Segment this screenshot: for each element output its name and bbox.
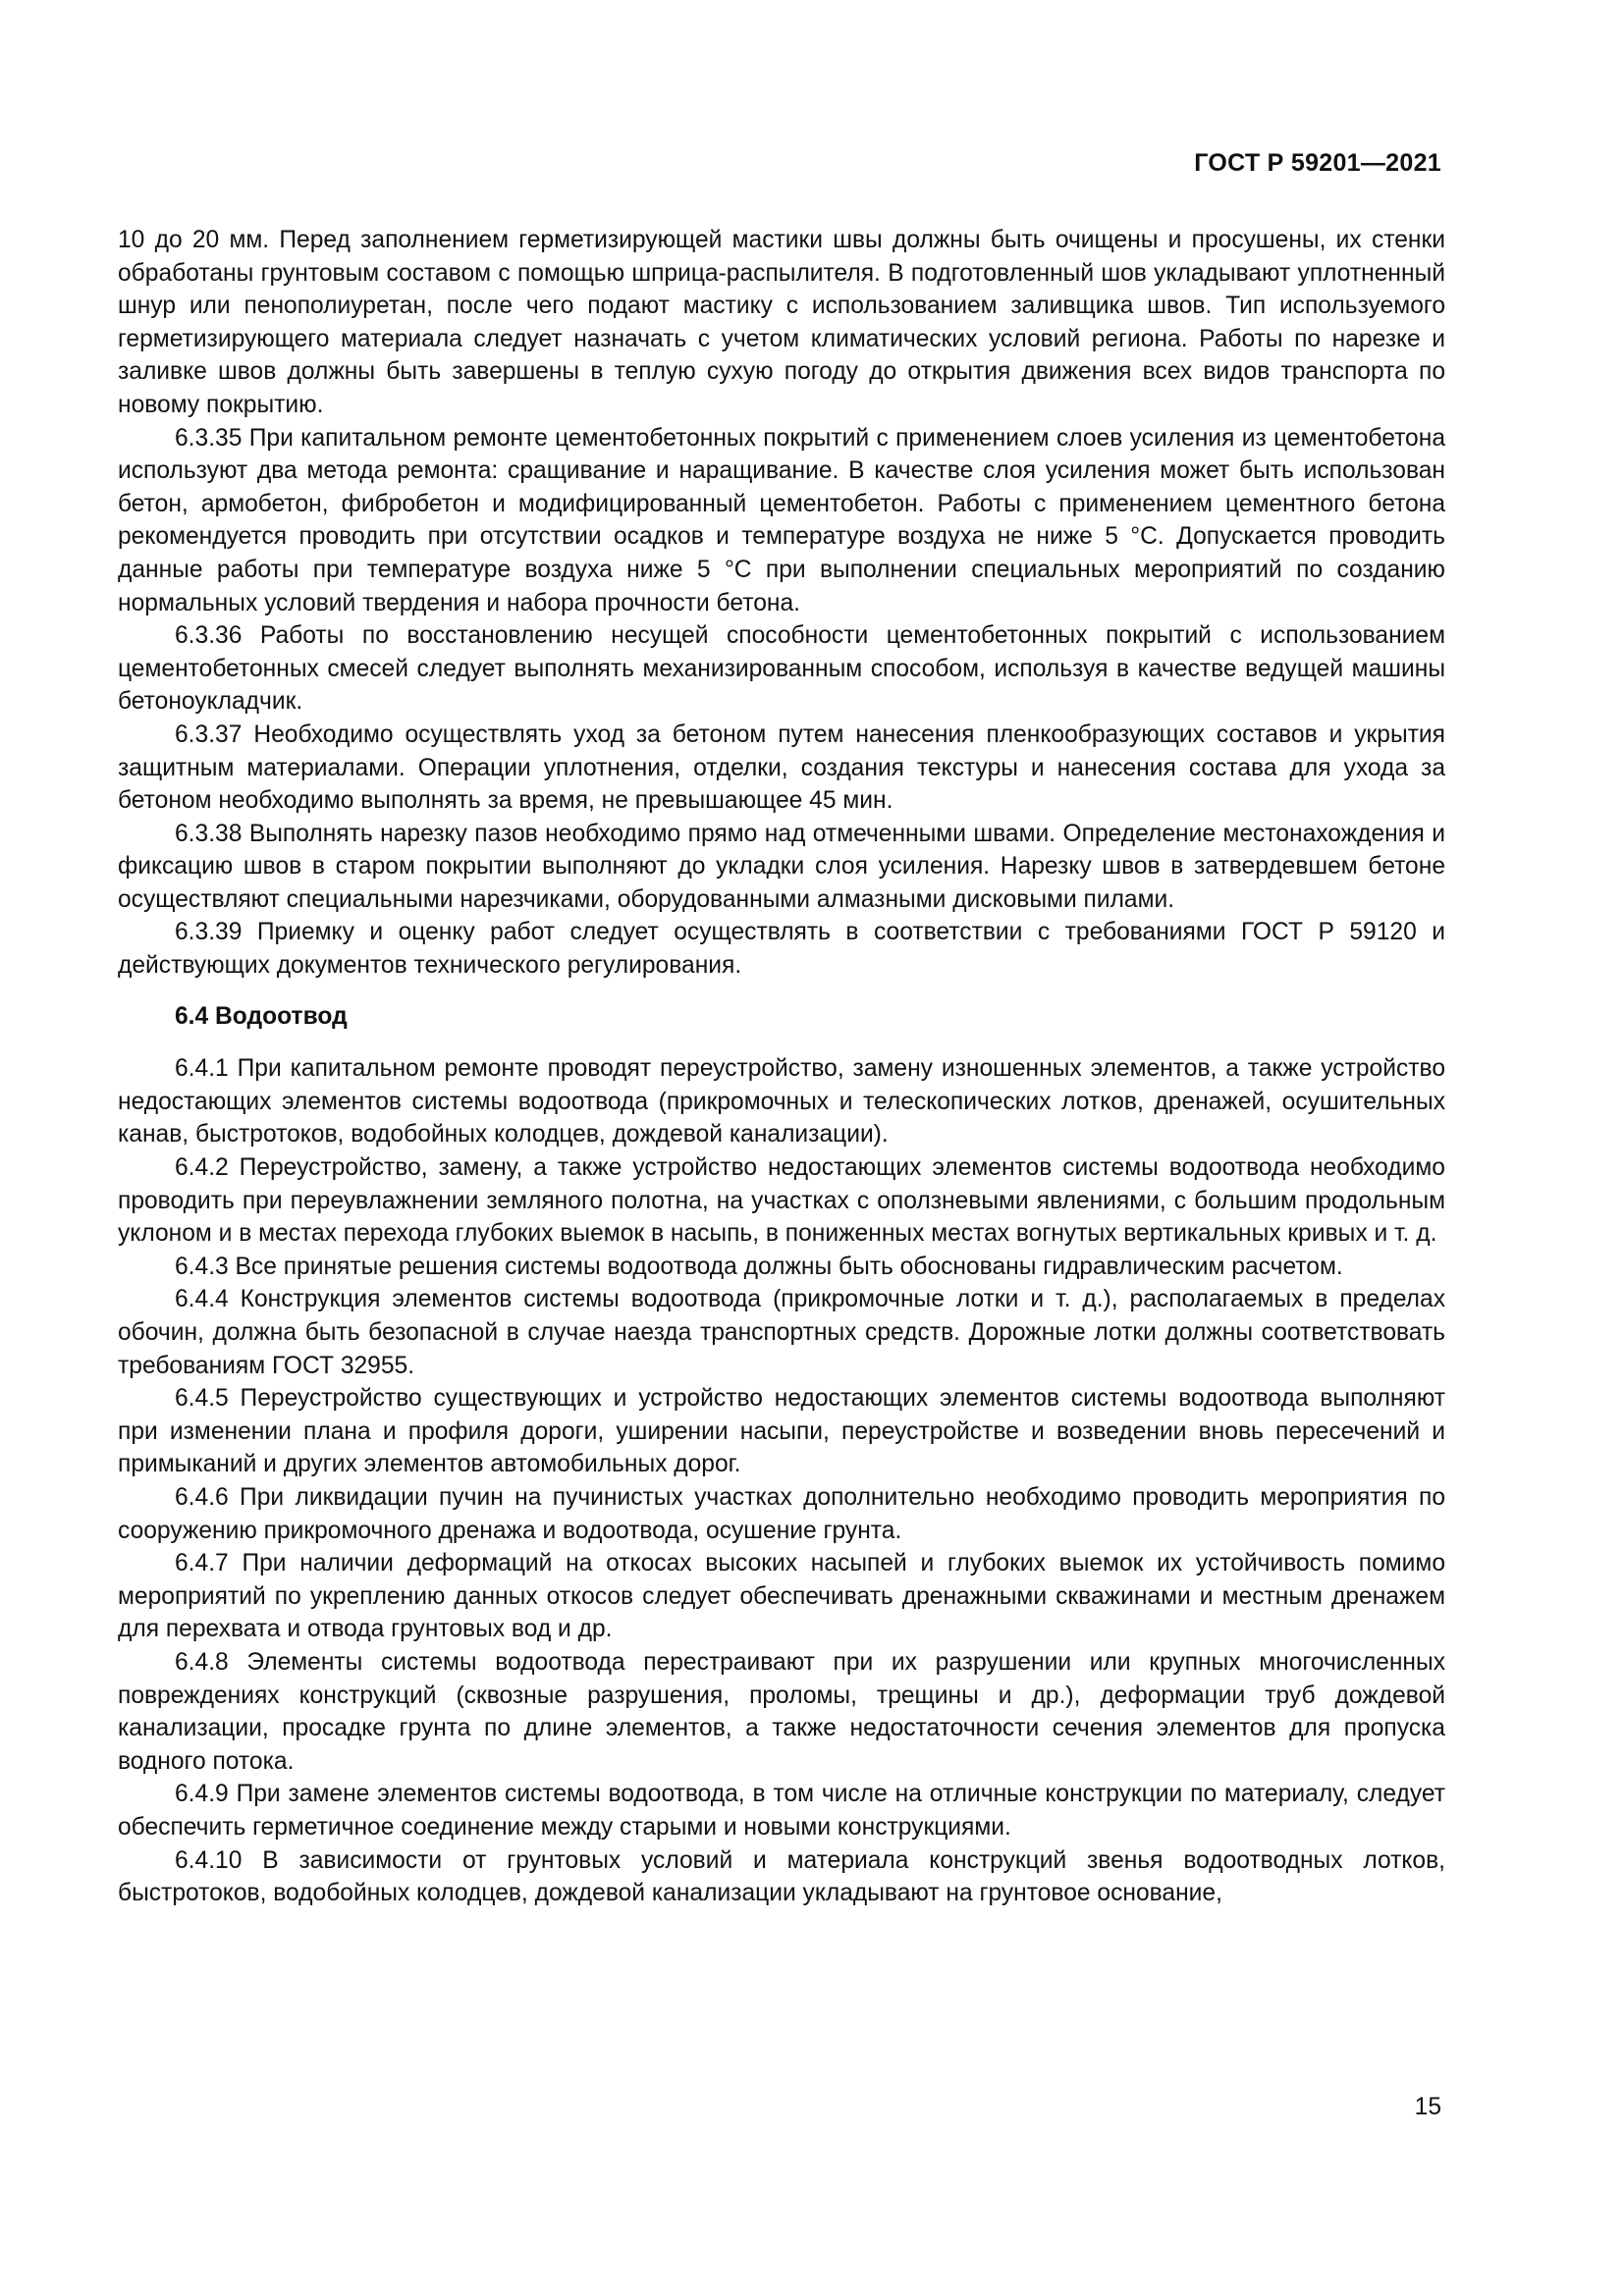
paragraph-6-3-38: 6.3.38 Выполнять нарезку пазов необходимо прямо над отмеченными швами. Определение местонахождения и фиксацию швов в старом покрытии выполняют до укладки слоя усиления. Нарезку швов в затвердевшем бетоне осуществляют специальными нарезчиками, оборудованными алмазными дисковыми пилами. [118,820,1445,913]
paragraph-6-4-8: 6.4.8 Элементы системы водоотвода перестраивают при их разрушении или крупных многочисленных повреждениях конструкций (сквозные разрушения, проломы, трещины и др.), деформации труб дождевой канализации, просадке грунта по длине элементов, а также недостаточности сечения элементов для пропуска водного потока. [118,1648,1445,1775]
paragraph-6-4-2: 6.4.2 Переустройство, замену, а также устройство недостающих элементов системы водоотвода необходимо проводить при переувлажнении земляного полотна, на участках с оползневыми явлениями, с большим продольным уклоном и в местах перехода глубоких выемок в насыпь, в пониженных местах вогнутых вертикальных кривых и т. д. [118,1154,1445,1248]
paragraph-6-3-39: 6.3.39 Приемку и оценку работ следует осуществлять в соответствии с требованиями ГОСТ Р 59120 и действующих документов технического регулирования. [118,919,1445,980]
paragraph-6-4-6: 6.4.6 При ликвидации пучин на пучинистых участках дополнительно необходимо проводить мероприятия по сооружению прикромочного дренажа и водоотвода, осушение грунта. [118,1483,1445,1544]
paragraph-6-4-1: 6.4.1 При капитальном ремонте проводят переустройство, замену изношенных элементов, а также устройство недостающих элементов системы водоотвода (прикромочных и телескопических лотков, дренажей, осушительных канав, быстротоков, водобойных колодцев, дождевой канализации). [118,1055,1445,1148]
document-code-header: ГОСТ Р 59201—2021 [1194,149,1441,177]
paragraph-continued: 10 до 20 мм. Перед заполнением герметизирующей мастики швы должны быть очищены и просушены, их стенки обработаны грунтовым составом с помощью шприца-распылителя. В подготовленный шов укладывают уплотненный шнур или пенополиуретан, после чего подают мастику с использованием заливщика швов. Тип используемого герметизирующего материала следует назначать с учетом климатических условий региона. Работы по нарезке и заливке швов должны быть завершены в теплую сухую погоду до открытия движения всех видов транспорта по новому покрытию. [118,227,1445,418]
paragraph-6-4-10: 6.4.10 В зависимости от грунтовых условий и материала конструкций звенья водоотводных лотков, быстротоков, водобойных колодцев, дождевой канализации укладывают на грунтовое основание, [118,1846,1445,1907]
paragraph-6-4-9: 6.4.9 При замене элементов системы водоотвода, в том числе на отличные конструкции по материалу, следует обеспечить герметичное соединение между старыми и новыми конструкциями. [118,1781,1445,1841]
paragraph-6-4-3: 6.4.3 Все принятые решения системы водоотвода должны быть обоснованы гидравлическим расчетом. [175,1253,1343,1280]
document-body [118,224,1445,1910]
section-heading-6-4: 6.4 Водоотвод [175,1002,348,1030]
paragraph-6-3-35: 6.3.35 При капитальном ремонте цементобетонных покрытий с применением слоев усиления из цементобетона используют два метода ремонта: сращивание и наращивание. В качестве слоя усиления может быть использован бетон, армобетон, фибробетон и модифицированный цементобетон. Работы с применением цементного бетона рекомендуется проводить при отсутствии осадков и температуре воздуха не ниже 5 °С. Допускается проводить данные работы при температуре воздуха ниже 5 °С при выполнении специальных мероприятий по созданию нормальных условий твердения и набора прочности бетона. [118,424,1445,616]
paragraph-6-3-36: 6.3.36 Работы по восстановлению несущей способности цементобетонных покрытий с использованием цементобетонных смесей следует выполнять механизированным способом, используя в качестве ведущей машины бетоноукладчик. [118,622,1445,716]
paragraph-6-4-4: 6.4.4 Конструкция элементов системы водоотвода (прикромочные лотки и т. д.), располагаемых в пределах обочин, должна быть безопасной в случае наезда транспортных средств. Дорожные лотки должны соответствовать требованиям ГОСТ 32955. [118,1286,1445,1379]
paragraph-6-3-37: 6.3.37 Необходимо осуществлять уход за бетоном путем нанесения пленкообразующих составов и укрытия защитным материалами. Операции уплотнения, отделки, создания текстуры и нанесения состава для ухода за бетоном необходимо выполнять за время, не превышающее 45 мин. [118,721,1445,815]
paragraph-6-4-5: 6.4.5 Переустройство существующих и устройство недостающих элементов системы водоотвода выполняют при изменении плана и профиля дороги, уширении насыпи, переустройстве и возведении вновь пересечений и примыканий и других элементов автомобильных дорог. [118,1385,1445,1478]
page-number: 15 [1414,2094,1441,2120]
paragraph-6-4-7: 6.4.7 При наличии деформаций на откосах высоких насыпей и глубоких выемок их устойчивость помимо мероприятий по укреплению данных откосов следует обеспечивать дренажными скважинами и местным дренажем для перехвата и отвода грунтовых вод и др. [118,1550,1445,1643]
